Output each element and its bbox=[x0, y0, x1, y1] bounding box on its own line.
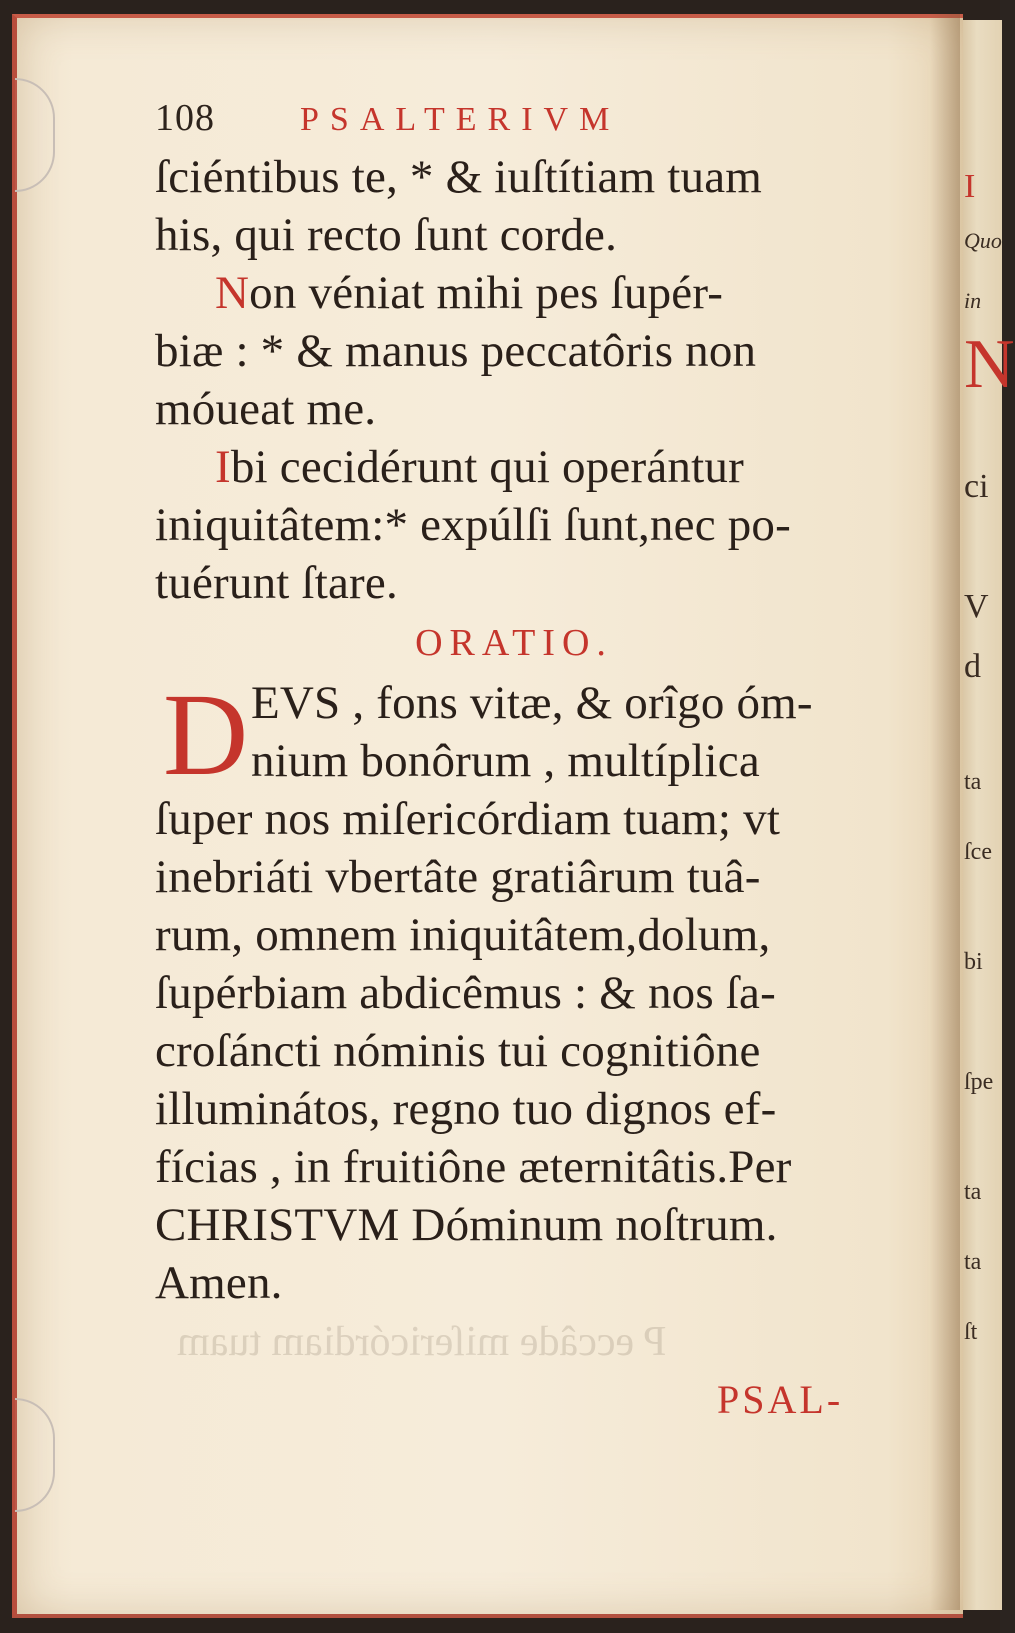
text-line: iniquitâtem:* expúlſi ſunt,nec po- bbox=[155, 499, 791, 551]
text-line: EVS , fons vitæ, & orîgo óm- bbox=[251, 677, 813, 729]
text-line: ſciéntibus te, * & iuſtítiam tuam bbox=[155, 151, 763, 203]
running-head: PSALTERIVM bbox=[300, 101, 621, 138]
facing-letter: ci bbox=[964, 468, 989, 505]
facing-letter: I bbox=[964, 168, 976, 205]
text-line: nium bonôrum , multíplica bbox=[251, 735, 760, 787]
text-line: tuérunt ſtare. bbox=[155, 557, 398, 609]
text-line: biæ : * & manus peccatôris non bbox=[155, 325, 757, 377]
verse-line bbox=[155, 264, 845, 322]
text-line: illuminátos, regno tuo dignos ef- bbox=[155, 1083, 777, 1135]
text-line: Amen. bbox=[155, 1257, 283, 1309]
facing-letter: d bbox=[964, 648, 981, 685]
text-line: móueat me. bbox=[155, 383, 377, 435]
verse-initial: I bbox=[215, 441, 231, 493]
text-line: ſuper nos miſericórdiam tuam; vt bbox=[155, 793, 781, 845]
binding-tab-top bbox=[15, 78, 55, 192]
facing-page-edge bbox=[958, 20, 1002, 1610]
text-line: rum, omnem iniquitâtem,dolum, bbox=[155, 909, 771, 961]
prayer-block bbox=[155, 669, 845, 1312]
gutter-shadow bbox=[930, 14, 960, 1610]
verse-text: bi cecidérunt qui operántur bbox=[230, 441, 744, 493]
page-number: 108 bbox=[155, 97, 215, 139]
book-page bbox=[12, 14, 963, 1618]
catchword: PSAL- bbox=[717, 1377, 844, 1422]
facing-letter: ta bbox=[964, 769, 982, 795]
drop-cap: D bbox=[163, 669, 249, 800]
facing-letter: ſce bbox=[964, 839, 992, 865]
facing-letter: ſpe bbox=[964, 1069, 994, 1095]
show-through-text: P eccâde miſericórdiam tuam bbox=[177, 1319, 667, 1365]
binding-tab-bottom bbox=[15, 1398, 55, 1512]
text-line: croſáncti nóminis tui cognitiône bbox=[155, 1025, 761, 1077]
text-line: CHRISTVM Dóminum noſtrum. bbox=[155, 1199, 778, 1251]
verse-initial: N bbox=[215, 267, 250, 319]
page-header bbox=[155, 96, 845, 146]
text-line: fícias , in fruitiône æternitâtis.Per bbox=[155, 1141, 792, 1193]
facing-letter: N bbox=[964, 326, 1015, 403]
text-line: ſupérbiam abdicêmus : & nos ſa- bbox=[155, 967, 776, 1019]
verse-line bbox=[155, 438, 845, 496]
facing-letter: Quo bbox=[964, 228, 1002, 253]
facing-letter: ſt bbox=[964, 1319, 978, 1345]
text-line: inebriáti vbertâte gratiârum tuâ- bbox=[155, 851, 761, 903]
facing-letter: ta bbox=[964, 1249, 982, 1275]
verse-text: on véniat mihi pes ſupér- bbox=[249, 267, 724, 319]
facing-letter: V bbox=[964, 588, 989, 625]
facing-letter: ta bbox=[964, 1179, 982, 1205]
facing-letter: bi bbox=[964, 949, 983, 975]
text-line: his, qui recto ſunt corde. bbox=[155, 209, 618, 261]
oratio-heading: ORATIO. bbox=[415, 622, 613, 664]
facing-letter: in bbox=[964, 288, 982, 313]
page-text bbox=[155, 96, 845, 1312]
